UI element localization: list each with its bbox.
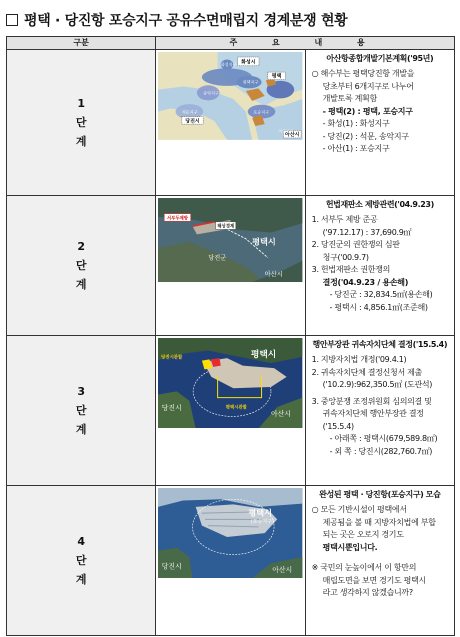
map-cell — [156, 196, 305, 336]
map-label: 평택시관할 — [226, 405, 248, 411]
table-header-row — [7, 37, 455, 50]
stage-number: 3 — [77, 385, 85, 398]
map-label: (포승지구) — [251, 519, 275, 526]
content-line: 청구('00.9.7) — [322, 252, 369, 262]
stage-cell — [7, 196, 156, 336]
map-label: 당진시 — [185, 118, 201, 125]
content-line — [306, 554, 454, 562]
map-label: 서부두제방 — [167, 216, 189, 222]
stage-char: 계 — [75, 135, 87, 148]
content-line: ○ 해수부는 평택당진항 개발을 — [311, 69, 415, 78]
title-text: 평택 · 당진항 포승지구 공유수면매립지 경계분쟁 현황 — [24, 13, 348, 29]
map-label: 평택 — [272, 73, 282, 80]
content-line: 되는 곳은 오로지 경기도 — [322, 530, 404, 539]
table-row-stage-2 — [7, 196, 455, 336]
content-line: 1. 지방자치법 개정('09.4.1) — [311, 355, 407, 364]
content-line: ('15.5.4) — [322, 421, 354, 431]
completed-port-map — [158, 488, 302, 578]
content-line: 제공됨을 볼 때 지방자치법에 부합 — [322, 517, 436, 527]
content-line: 2. 귀속자치단체 결정신청서 제출 — [311, 367, 422, 377]
table-row-stage-1 — [7, 50, 455, 196]
map-label: 송악지구 — [203, 90, 220, 96]
jurisdiction-map — [158, 338, 302, 428]
content-cell — [305, 50, 454, 196]
stage-char: 계 — [75, 423, 87, 436]
map-label: 석문지구 — [182, 109, 198, 115]
map-label: 평택시 — [252, 236, 277, 247]
map-label: 아산지구 — [278, 129, 294, 134]
map-label: 당진시관할 — [161, 355, 183, 361]
content-line: - 외 쪽 : 당진시(282,760.7㎡) — [329, 446, 433, 456]
boundary-dispute-table — [6, 36, 455, 636]
header-category: 구분 — [7, 37, 156, 50]
row-caption: 아산항종합개발기본계획('95년) — [326, 54, 434, 63]
map-label: 평택시 — [248, 507, 273, 518]
content-cell — [305, 486, 454, 636]
content-line: - 당진군 : 32,834.5㎡(용손해) — [329, 290, 433, 299]
row-caption: 행안부장관 귀속자치단체 결정('15.5.4) — [312, 340, 448, 349]
content-line: - 화성(1) : 화성지구 — [322, 119, 390, 128]
table-row-stage-4 — [7, 486, 455, 636]
map-cell — [156, 50, 305, 196]
content-line: 1. 서부두 제방 준공 — [311, 215, 378, 224]
stage-char: 계 — [75, 278, 87, 291]
content-line: 3. 중앙분쟁 조정위원회 심의의결 및 — [311, 396, 432, 406]
content-line: - 평택(2) : 평택, 포승지구 — [322, 106, 413, 116]
content-line: 결정('04.9.23 / 용손해) — [322, 277, 409, 287]
stage-char: 단 — [75, 116, 87, 129]
map-label: 당진시 — [162, 404, 183, 413]
content-cell — [305, 196, 454, 336]
map-cell — [156, 486, 305, 636]
stage-char: 계 — [75, 573, 87, 586]
map-label: 화성시 — [241, 59, 256, 66]
header-main-content: 주 요 내 용 — [156, 37, 455, 50]
content-line: ('10.2.9):962,350.5㎡ (도관석) — [322, 380, 433, 389]
stage-cell — [7, 50, 156, 196]
map-label: 해상경계 — [217, 224, 235, 230]
map-label: 화성지구 — [221, 61, 237, 67]
table-row-stage-3 — [7, 336, 455, 486]
row-caption: 완성된 평택 · 당진항(포승지구) 모습 — [319, 490, 441, 499]
stage-cell — [7, 486, 156, 636]
map-label: 아산시 — [265, 270, 284, 278]
content-line: ※ 국민의 눈높이에서 이 항만의 — [311, 563, 417, 572]
content-line: 당초부터 6개지구로 나누어 — [322, 81, 414, 91]
content-line: - 당진(2) : 석문, 송악지구 — [322, 131, 409, 141]
content-line: 3. 헌법재판소 권한쟁의 — [311, 265, 391, 274]
content-line: ○ 모든 기반시설이 평택에서 — [311, 505, 407, 514]
map-label: 아산시 — [285, 132, 300, 139]
aerial-map — [158, 198, 302, 282]
content-line: - 아산(1) : 포승지구 — [322, 144, 390, 153]
content-line: ('97.12.17) : 37,690.9㎡ — [322, 227, 412, 237]
content-line: 라고 생각하지 않겠습니까? — [322, 588, 413, 597]
content-line: 2. 당진군의 권한쟁의 심판 — [311, 240, 400, 249]
stage-cell — [7, 336, 156, 486]
stage-number: 4 — [77, 535, 85, 548]
map-cell — [156, 336, 305, 486]
stage-char: 단 — [75, 404, 87, 417]
content-line: 매립도면을 보면 경기도 평택시 — [322, 575, 426, 585]
map-label: 당진군 — [208, 254, 227, 262]
row-caption: 헌법재판소 제방관련('04.9.23) — [325, 200, 434, 209]
page-title — [6, 6, 456, 36]
map-label: 평택시 — [251, 349, 277, 360]
map-label: 아산시 — [272, 566, 293, 575]
stage-number: 2 — [77, 240, 85, 253]
stage-char: 단 — [75, 554, 87, 567]
content-line: - 평택시 : 4,856.1㎡(조준해) — [329, 302, 428, 312]
map-label: 당진시 — [162, 562, 183, 571]
stage-number: 1 — [77, 97, 85, 110]
harbor-district-map — [158, 52, 302, 140]
content-line: - 아래쪽 : 평택시(679,589.8㎡) — [329, 434, 438, 443]
map-label: 아산시 — [271, 409, 292, 418]
stage-char: 단 — [75, 259, 87, 272]
content-line: 귀속자치단체 행안부장관 결정 — [322, 409, 424, 418]
content-line: 개발토록 계획함 — [322, 94, 377, 103]
content-cell — [305, 336, 454, 486]
map-label: 평택지구 — [243, 79, 259, 85]
content-line: 평택시뿐입니다. — [322, 542, 378, 552]
checkbox-square-icon — [6, 14, 18, 26]
map-label: 포승지구 — [253, 109, 270, 115]
